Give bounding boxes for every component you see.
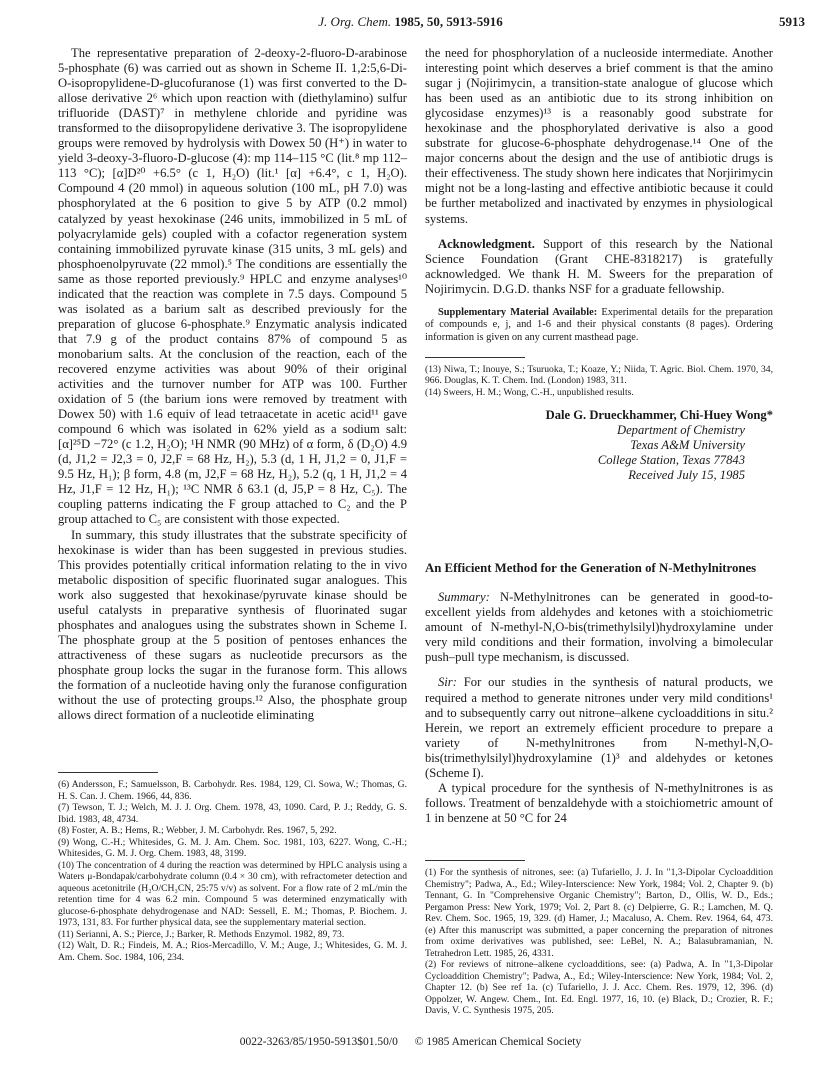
- page-number: 5913: [779, 14, 805, 29]
- footnote: (10) The concentration of 4 during the reaction was determined by HPLC analysis using a Waters μ-Bondapak/carbohydrate column (0.4 × 30 cm), with refractometer detection and aqueous acetonitrile (H₂O/CH₃CN, 25:75 v/v) as solvent. For a flow rate of 2 mL/min the retention time for 4 was 6.2 min. Compound 5 was determined enzymatically with glucose-6-phosphate dehydrogenase and NAD: Sessell, E. M.; Thomas, P. Biochem. J. 1973, 131, 83. For further physical data, see the supplementary material section.: [58, 859, 407, 928]
- copyright: © 1985 American Chemical Society: [414, 1036, 582, 1048]
- footnote: (14) Sweers, H. M.; Wong, C.-H., unpublished results.: [425, 386, 634, 398]
- body-paragraph: [425, 675, 773, 780]
- footnote: (7) Tewson, T. J.; Welch, M. J. J. Org. Chem. 1978, 43, 1090. Card, P. J.; Reddy, G. S. Ibid. 1983, 48, 4734.: [58, 802, 407, 825]
- footnote: (13) Niwa, T.; Inouye, S.; Tsuruoka, T.; Koaze, Y.; Niida, T. Agric. Biol. Chem. 1970, 34, 966. Douglas, K. T. Chem. Ind. (London) 1983, 311.: [425, 363, 773, 387]
- footnote: (2) For reviews of nitrone–alkene cycloadditions, see: (a) Padwa, A. In "1,3-Dipolar Cycloaddition Chemistry"; Padwa, A., Ed.; Wiley-Interscience: New York, 1984; Vol. 2, Chapter 12. (b) See ref 1a. (c) Tufariello, J. J. Acc. Chem. Res. 1979, 12, 396. (d) Oppolzer, W. Angew. Chem., Int. Ed. Engl. 1977, 16, 10. (e) Black, D.; Crozier, R. F.; Davis, V. C. Synthesis 1975, 205.: [425, 959, 773, 1016]
- summary-label: Summary:: [438, 590, 490, 605]
- page-footer: [0, 1036, 821, 1048]
- footnote-rule: [425, 357, 525, 358]
- article-title: An Efficient Method for the Generation of N-Methylnitrones: [425, 561, 757, 576]
- acknowledgment: [425, 237, 773, 297]
- body-paragraph: the need for phosphorylation of a nucleoside intermediate. Another interesting point which deserves a brief comment is that the amino sugar j (Nojirimycin, a transition-state analogue of glucose which has been used as an antibiotic due to its strong inhibition on glycosidase enzymes)¹³ is a reasonably good substrate for hexokinase and the phosphorylated derivative is also a good substrate for glucose-6-phosphate dehydrogenase.¹⁴ One of the major concerns about the design and the use of antibiotic drugs is their effectiveness. The study shown here indicates that Norjirimycin might not be a long-lasting and effective antibiotic because it could be further metabolized and inactivated by enzymes in physiological systems.: [425, 46, 773, 226]
- footnote-rule: [58, 772, 158, 773]
- journal-name: J. Org. Chem.: [318, 14, 392, 29]
- footnote-rule: [425, 860, 525, 861]
- journal-citation: [0, 14, 821, 30]
- footnote: (11) Serianni, A. S.; Pierce, J.; Barker, R. Methods Enzymol. 1982, 89, 73.: [58, 928, 345, 940]
- price-code: 0022-3263/85/1950-5913$01.50/0: [239, 1036, 398, 1048]
- footnote: (1) For the synthesis of nitrones, see: (a) Tufariello, J. J. In "1,3-Dipolar Cycloaddition Chemistry"; Padwa, A., Ed.; Wiley-Interscience: New York, 1984; Vol. 2, Chapter 9. (b) Tennant, G. In "Comprehensive Organic Chemistry"; Barton, D., Ollis, W. D., Eds.; Pergamon Press: New York, 1979; Vol. 2, Part 8. (c) Delpierre, G. R.; Lamchen, M. Q. Rev. Chem. Soc. 1965, 19, 329. (d) Hamer, J.; Macaluso, A. Chem. Rev. 1964, 64, 473. (e) After this manuscript was submitted, a paper concerning the preparation of nitrones from oxime derivatives was published, see: LeBel, N. A.; Balasubramanian, N. Tetrahedron Lett. 1985, 26, 4331.: [425, 867, 773, 959]
- sir-text: For our studies in the synthesis of natural products, we required a method to generate nitrones under very mild conditions¹ and to subsequently carry out nitrone–alkene cycloadditions in situ.² Herein, we report an extremely efficient procedure to prepare a variety of N-methylnitrones from N-methyl-N,O-bis(trimethylsilyl)hydroxylamine (1)³ and aldehydes or ketones (Scheme I).: [425, 675, 773, 780]
- acknowledgment-heading: Acknowledgment.: [438, 236, 535, 251]
- summary: [425, 590, 773, 665]
- affiliation-department: Department of Chemistry: [616, 423, 745, 438]
- footnote: (12) Walt, D. R.; Findeis, M. A.; Rios-Mercadillo, V. M.; Auge, J.; Whitesides, G. M. J. Am. Chem. Soc. 1984, 106, 234.: [58, 940, 407, 963]
- affiliation-location: College Station, Texas 77843: [597, 453, 745, 468]
- running-header: [0, 14, 821, 34]
- sir-label: Sir:: [438, 675, 457, 690]
- left-column: [58, 46, 407, 723]
- left-footnotes: [58, 760, 407, 963]
- citation-details: 1985, 50, 5913-5916: [391, 14, 503, 29]
- received-date: Received July 15, 1985: [628, 468, 745, 483]
- supplementary-heading: Supplementary Material Available:: [438, 306, 598, 318]
- body-paragraph: In summary, this study illustrates that the substrate specificity of hexokinase is wider than has been suggested in previous studies. This provides potentially critical information relating to the in vivo metabolic disposition of specific fluorinated sugar analogues. This work also suggested that hexokinase/pyruvate kinase should be useful catalysts in preparative synthesis of fluorinated sugar phosphates and analogues using the substrates shown in Scheme I. The phosphate group at the 5 position of pentoses enhances the attractiveness of these sugars as nucleotide precursors as the phosphate group locks the sugar in the furanose form. This allows the formation of a nucleotide having only the furanose configuration without the use of protecting groups.¹² Also, the phosphate group allows direct formation of a nucleotide eliminating: [58, 527, 407, 723]
- supplementary-text: Experimental details for the preparation of compounds e, j, and 1-6 and their physical constants (8 pages). Ordering information is given on any current masthead page.: [425, 306, 773, 343]
- acknowledgment-text: Support of this research by the National Science Foundation (Grant CHE-8318217) is gratefully acknowledged. We thank H. M. Sweers for the preparation of Nojirimycin. D.G.D. thanks NSF for a graduate fellowship.: [425, 236, 773, 296]
- footnote: (9) Wong, C.-H.; Whitesides, G. M. J. Am. Chem. Soc. 1981, 103, 6227. Wong, C.-H.; Whitesides, G. M. J. Org. Chem. 1983, 48, 3199.: [58, 836, 407, 859]
- body-paragraph: A typical procedure for the synthesis of N-methylnitrones is as follows. Treatment of benzaldehyde with a stoichiometric amount of 1 in benzene at 50 °C for 24: [425, 780, 773, 825]
- supplementary-material: [425, 307, 773, 345]
- footnote: (6) Andersson, F.; Samuelsson, B. Carbohydr. Res. 1984, 129, Cl. Sowa, W.; Thomas, G. H. S. Can. J. Chem. 1966, 44, 836.: [58, 779, 407, 802]
- summary-text: N-Methylnitrones can be generated in good-to-excellent yields from aldehydes and ketones with a stoichiometric amount of N-methyl-N,O-bis(trimethylsilyl)hydroxylamine under very mild conditions and their formation, involving a bimolecular push–pull type mechanism, is discussed.: [425, 590, 773, 665]
- footnote: (8) Foster, A. B.; Hems, R.; Webber, J. M. Carbohydr. Res. 1967, 5, 292.: [58, 825, 337, 836]
- right-footnotes: [425, 848, 773, 1017]
- body-paragraph: The representative preparation of 2-deoxy-2-fluoro-D-arabinose 5-phosphate (6) was carried out as shown in Scheme II. 1,2:5,6-Di-O-isopropylidene-D-glucofuranose (1) was first converted to the D-allose derivative 2⁶ which upon reaction with (diethylamino) sulfur trifluoride (DAST)⁷ in methylene chloride and pyridine was transformed to the diisopropylidene derivative 3. The isopropylidene groups were removed by hydrolysis with Dowex 50 (H⁺) in water to yield 3-deoxy-3-fluoro-D-glucose (4): mp 114–115 °C (lit.⁸ mp 112–113 °C); [α]D²⁰ +6.5° (c 1, H₂O) (lit.¹ [α] +6.4°, c 1, H₂O). Compound 4 (20 mmol) in aqueous solution (100 mL, pH 7.0) was phosphorylated at the 6 position to give 5 by ATP (0.2 mmol) catalyzed by yeast hexokinase (246 units, immobilized in 5 mL of polyacrylamide gels) coupled with a cofactor regeneration system containing immobilized pyruvate kinase (315 units, 3 mL gels) and phosphoenolpyruvate (22 mmol).⁵ The conditions are essentially the same as those reported previously.⁹ HPLC and enzyme analyses¹⁰ indicated that the reaction was complete in 7.5 days. Compound 5 was isolated as a barium salt as described previously for the preparation of glucose 6-phosphate.⁹ Enzymatic analysis indicated that 7.9 g of the product contains 87% of compound 5 as monobarium salts. At the conclusion of the reaction, each of the recovered enzyme activities was about 90% of their original activities and the turnover number for ATP was 100. Further oxidation of 5 (the barium ions were removed by treatment with Dowex 50) with 1.6 equiv of lead tetraacetate in acetic acid¹¹ gave compound 6 which was isolated in 62% yield as a sodium salt: [α]²⁵D −72° (c 1.2, H₂O); ¹H NMR (90 MHz) of α form, δ (D₂O) 4.9 (d, J1,2 = J2,3 = 0, J2,F = 68 Hz, H₂), 5.3 (d, 1 H, J1,2 = 0, J1,F = 9.5 Hz, H₁); β form, 4.8 (m, J2,F = 68 Hz, H₂), 5.2 (q, 1 H, J1,2 = 4 Hz, J1,F = 12 Hz, H₁); ¹³C NMR δ 63.1 (d, J5,P = 8 Hz, C₅). The coupling patterns indicating the F group attached to C₂ and the P group attached to C₅ are consistent with those expected.: [58, 46, 407, 527]
- affiliation-university: Texas A&M University: [630, 438, 745, 453]
- right-column: [425, 46, 773, 826]
- author-line: Dale G. Drueckhammer, Chi-Huey Wong*: [545, 408, 773, 423]
